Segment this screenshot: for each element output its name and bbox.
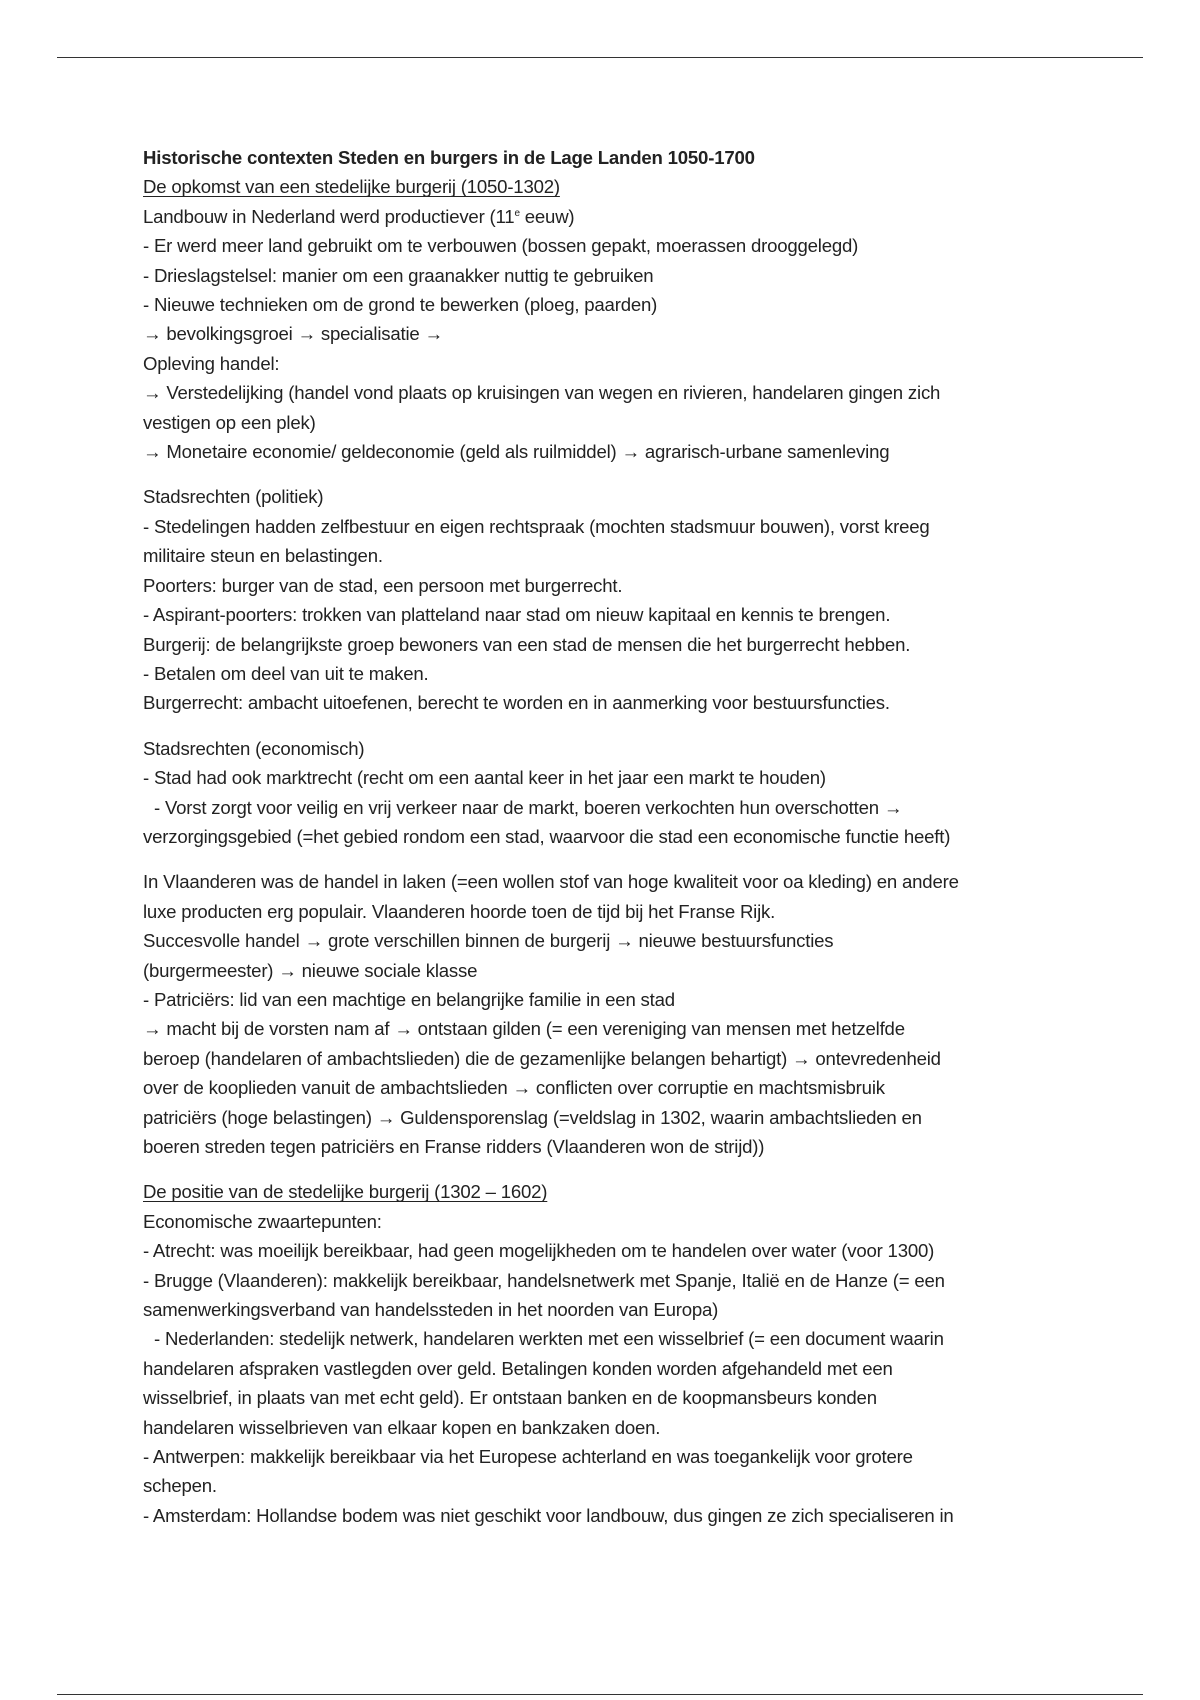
header-rule (57, 57, 1143, 58)
bullet-line: - Er werd meer land gebruikt om te verbouwen (bossen gepakt, moerassen drooggelegd) (143, 235, 859, 257)
text-line: wisselbrief, in plaats van met echt geld). Er ontstaan banken en de koopmansbeurs konden (143, 1387, 877, 1409)
paragraph-gap (143, 718, 1083, 734)
section-heading-text: De positie van de stedelijke burgerij (1302 – 1602) (143, 1181, 548, 1203)
text-span: Landbouw in Nederland werd productiever (11 (143, 205, 515, 227)
text-line: handelaren afspraken vastlegden over geld. Betalingen konden worden afgehandeld met een (143, 1357, 893, 1379)
text-line: handelaren wisselbrieven van elkaar kopen en bankzaken doen. (143, 1416, 661, 1438)
text-line: Economische zwaartepunten: (143, 1210, 382, 1232)
text-line: militaire steun en belastingen. (143, 545, 383, 567)
bullet-line: - Vorst zorgt voor veilig en vrij verkeer naar de markt, boeren verkochten hun overschotten → (154, 796, 903, 818)
text-line: Burgerrecht: ambacht uitoefenen, berecht te worden en in aanmerking voor bestuursfuncties. (143, 692, 890, 714)
bullet-line: - Betalen om deel van uit te maken. (143, 662, 429, 684)
arrow-line: → macht bij de vorsten nam af → ontstaan gilden (= een vereniging van mensen met hetzelfde (143, 1018, 905, 1040)
section-heading-text: De opkomst van een stedelijke burgerij (1050-1302) (143, 176, 560, 198)
bullet-line: - Antwerpen: makkelijk bereikbaar via het Europese achterland en was toegankelijk voor grotere (143, 1446, 913, 1468)
text-line: patriciërs (hoge belastingen) → Guldensporenslag (=veldslag in 1302, waarin ambachtslieden en (143, 1106, 922, 1128)
text-line: schepen. (143, 1475, 217, 1497)
text-span: eeuw) (519, 205, 575, 227)
text-line: → bevolkingsgroei → specialisatie → (143, 323, 443, 345)
arrow-line: → Monetaire economie/ geldeconomie (geld als ruilmiddel) → agrarisch-urbane samenleving (143, 441, 890, 463)
text-line: luxe producten erg populair. Vlaanderen hoorde toen de tijd bij het Franse Rijk. (143, 900, 776, 922)
paragraph-gap (143, 1161, 1083, 1177)
bullet-line: - Aspirant-poorters: trokken van platteland naar stad om nieuw kapitaal en kennis te brengen. (143, 604, 891, 626)
bullet-line: - Nederlanden: stedelijk netwerk, handelaren werkten met een wisselbrief (= een document waarin (154, 1328, 944, 1350)
bullet-line: - Stedelingen hadden zelfbestuur en eigen rechtspraak (mochten stadsmuur bouwen), vorst kreeg (143, 515, 930, 537)
bullet-line: - Amsterdam: Hollandse bodem was niet geschikt voor landbouw, dus gingen ze zich specialiseren in (143, 1504, 954, 1526)
bullet-line: - Stad had ook marktrecht (recht om een aantal keer in het jaar een markt te houden) (143, 767, 826, 789)
superscript: e (514, 207, 520, 219)
text-line: In Vlaanderen was de handel in laken (=een wollen stof van hoge kwaliteit voor oa kleding) en andere (143, 871, 959, 893)
text-line: samenwerkingsverband van handelssteden in het noorden van Europa) (143, 1299, 719, 1321)
bullet-line: - Patriciërs: lid van een machtige en belangrijke familie in een stad (143, 988, 675, 1010)
document-body (143, 143, 1083, 1530)
arrow-line: → Verstedelijking (handel vond plaats op kruisingen van wegen en rivieren, handelaren gingen zich (143, 382, 941, 404)
text-line: beroep (handelaren of ambachtslieden) die de gezamenlijke belangen behartigt) → ontevredenheid (143, 1047, 941, 1069)
text-line: verzorgingsgebied (=het gebied rondom een stad, waarvoor die stad een economische functie heeft) (143, 825, 951, 847)
text-line: Burgerij: de belangrijkste groep bewoners van een stad de mensen die het burgerrecht hebben. (143, 633, 911, 655)
document-title: Historische contexten Steden en burgers in de Lage Landen 1050-1700 (143, 147, 755, 168)
section-heading-position-of-burghers (143, 1177, 1083, 1206)
subheading-political-rights: Stadsrechten (politiek) (143, 486, 324, 508)
text-line: Opleving handel: (143, 352, 280, 374)
text-line: over de kooplieden vanuit de ambachtslieden → conflicten over corruptie en machtsmisbruik (143, 1077, 885, 1099)
text-line: boeren streden tegen patriciërs en Franse ridders (Vlaanderen won de strijd)) (143, 1136, 765, 1157)
text-line: Poorters: burger van de stad, een persoon met burgerrecht. (143, 574, 623, 596)
text-line (143, 202, 1083, 231)
section-heading-rise-of-burghers (143, 172, 1083, 201)
bullet-line: - Brugge (Vlaanderen): makkelijk bereikbaar, handelsnetwerk met Spanje, Italië en de Hanze (= een (143, 1269, 945, 1291)
text-line: (burgermeester) → nieuwe sociale klasse (143, 959, 478, 981)
bullet-line: - Nieuwe technieken om de grond te bewerken (ploeg, paarden) (143, 294, 658, 316)
paragraph-gap (143, 466, 1083, 482)
bullet-line: - Drieslagstelsel: manier om een graanakker nuttig te gebruiken (143, 264, 654, 286)
footer-rule (57, 1694, 1143, 1695)
text-line: Succesvolle handel → grote verschillen binnen de burgerij → nieuwe bestuursfuncties (143, 930, 834, 952)
bullet-line: - Atrecht: was moeilijk bereikbaar, had geen mogelijkheden om te handelen over water (voor 1300) (143, 1240, 935, 1262)
text-line: vestigen op een plek) (143, 411, 316, 433)
paragraph-gap (143, 851, 1083, 867)
subheading-economic-rights: Stadsrechten (economisch) (143, 737, 365, 759)
